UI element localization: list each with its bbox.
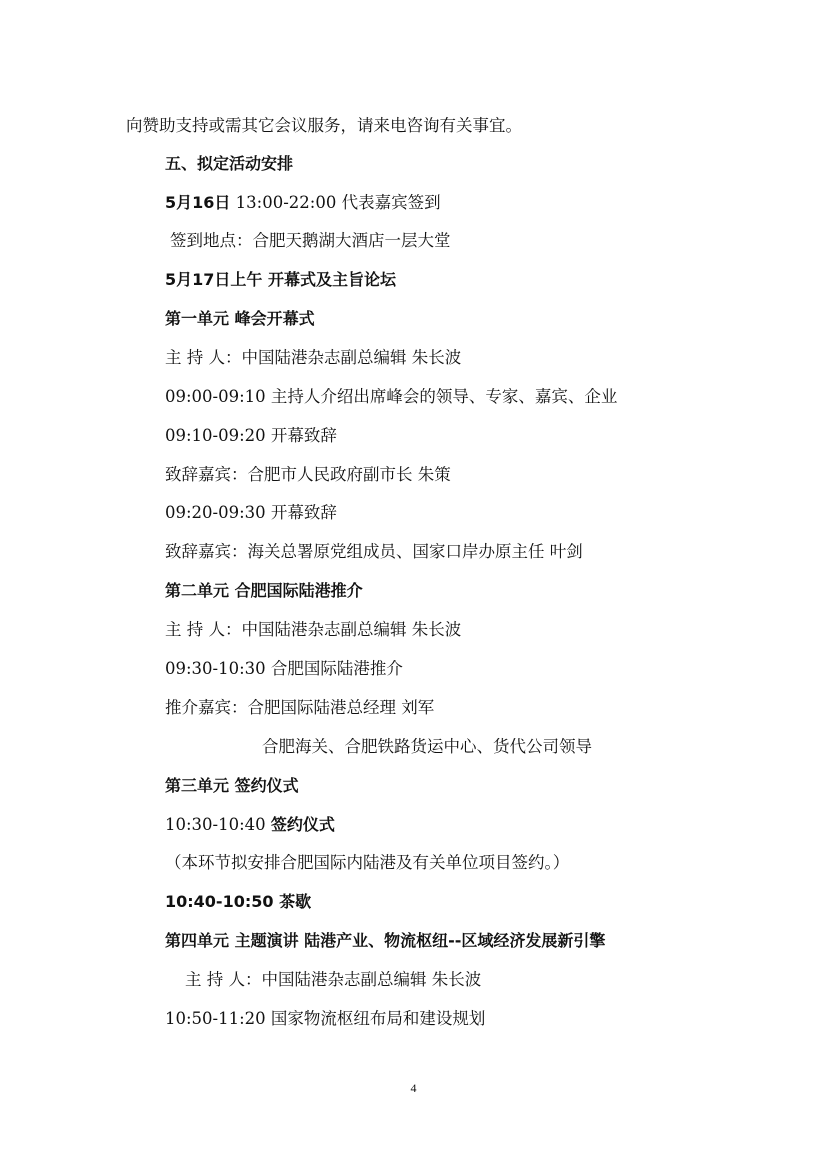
session-heading: 5月17日上午 开幕式及主旨论坛 bbox=[165, 270, 396, 289]
venue-line: 签到地点：合肥天鹅湖大酒店一层大堂 bbox=[170, 231, 451, 250]
page-number: 4 bbox=[410, 1081, 417, 1095]
unit-heading: 第二单元 合肥国际陆港推介 bbox=[165, 581, 363, 600]
date-label: 5月16日 bbox=[165, 193, 231, 212]
schedule-line bbox=[165, 192, 441, 214]
schedule-item: 签约仪式 bbox=[270, 815, 335, 834]
host-line: 主 持 人：中国陆港杂志副总编辑 朱长波 bbox=[165, 620, 462, 639]
speaker-line: 致辞嘉宾：海关总署原党组成员、国家口岸办原主任 叶剑 bbox=[165, 542, 583, 561]
section-heading: 五、拟定活动安排 bbox=[165, 154, 294, 173]
paragraph-line: 向赞助支持或需其它会议服务，请来电咨询有关事宜。 bbox=[126, 116, 522, 135]
break-line: 10:40-10:50 茶歇 bbox=[165, 892, 312, 911]
unit-heading: 第四单元 主题演讲 陆港产业、物流枢纽--区域经济发展新引擎 bbox=[165, 931, 606, 950]
schedule-line: 09:30-10:30 合肥国际陆港推介 bbox=[165, 659, 403, 678]
speaker-line: 推介嘉宾：合肥国际陆港总经理 刘军 bbox=[165, 698, 435, 717]
schedule-text: 13:00-22:00 代表嘉宾签到 bbox=[230, 193, 441, 212]
host-line: 主 持 人：中国陆港杂志副总编辑 朱长波 bbox=[185, 970, 482, 989]
unit-heading: 第三单元 签约仪式 bbox=[165, 776, 299, 795]
schedule-time: 10:30-10:40 bbox=[165, 815, 271, 834]
speaker-line: 致辞嘉宾：合肥市人民政府副市长 朱策 bbox=[165, 465, 451, 484]
unit-heading: 第一单元 峰会开幕式 bbox=[165, 309, 315, 328]
schedule-line bbox=[165, 814, 335, 836]
schedule-line: 09:00-09:10 主持人介绍出席峰会的领导、专家、嘉宾、企业 bbox=[165, 387, 618, 406]
schedule-line: 10:50-11:20 国家物流枢纽布局和建设规划 bbox=[165, 1009, 486, 1028]
schedule-line: 09:10-09:20 开幕致辞 bbox=[165, 426, 337, 445]
schedule-line: 09:20-09:30 开幕致辞 bbox=[165, 503, 337, 522]
host-line: 主 持 人：中国陆港杂志副总编辑 朱长波 bbox=[165, 348, 462, 367]
note-line: （本环节拟安排合肥国际内陆港及有关单位项目签约。） bbox=[165, 853, 570, 872]
speaker-line-continued: 合肥海关、合肥铁路货运中心、货代公司领导 bbox=[262, 737, 592, 756]
